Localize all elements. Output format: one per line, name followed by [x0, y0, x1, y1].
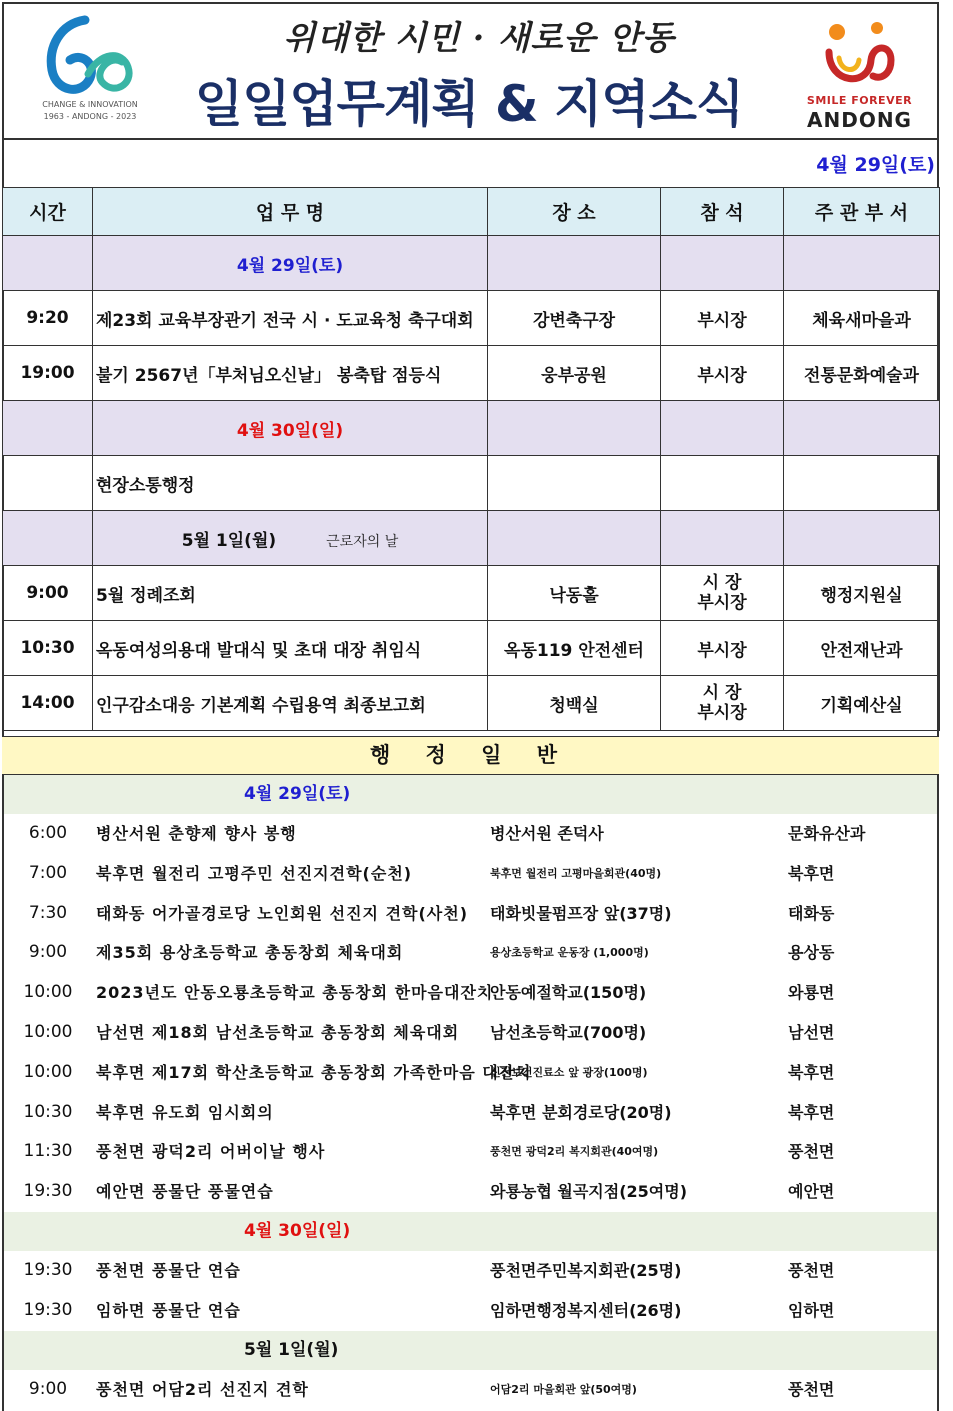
- document-date: 4월 29일(토): [816, 154, 935, 176]
- dept-cell: [784, 401, 940, 456]
- admin-event-name: 북후면 유도회 임시회의: [96, 1102, 274, 1122]
- dept-cell: [784, 511, 940, 566]
- admin-place: 와룡농협 월곡지점(25여명): [490, 1182, 688, 1202]
- admin-dept: 북후면: [788, 1102, 835, 1122]
- dept-cell: [784, 456, 940, 511]
- dept-cell: 안전재난과: [784, 621, 940, 676]
- attendee: 부시장: [697, 365, 747, 386]
- admin-event-name: 풍천면 풍물단 연습: [96, 1260, 241, 1280]
- admin-dept: 남선면: [788, 1022, 835, 1042]
- time-cell: [3, 456, 93, 511]
- admin-place: 용상초등학교 운동장 (1,000명): [490, 946, 649, 960]
- holiday-note: 근로자의 날: [326, 533, 399, 550]
- admin-event-name: 남선면 제18회 남선초등학교 총동창회 체육대회: [96, 1022, 460, 1042]
- list-item: [4, 1291, 937, 1331]
- admin-dept: 풍천면: [788, 1379, 835, 1399]
- admin-dept: 북후면: [788, 863, 835, 883]
- admin-dept: 풍천면: [788, 1142, 835, 1162]
- anniversary-60-logo: [30, 12, 150, 132]
- admin-place: 임하면행정복지센터(26명): [490, 1300, 682, 1320]
- logo-caption-1: CHANGE & INNOVATION: [42, 100, 138, 109]
- admin-dept: 와룡면: [788, 983, 835, 1003]
- admin-section-title: 행 정 일 반: [2, 736, 939, 775]
- place-cell: 강변축구장: [488, 291, 661, 346]
- time-cell: 10:30: [3, 621, 93, 676]
- attendee: 부시장: [697, 310, 747, 331]
- list-item: [4, 1132, 937, 1172]
- admin-place: 어담2리 마을회관 앞(50여명): [490, 1382, 637, 1396]
- admin-place: 풍천면 광덕2리 복지회관(40여명): [490, 1145, 659, 1159]
- time-cell: 9:20: [3, 291, 93, 346]
- event-name-cell: 제23회 교육부장관기 전국 시 · 도교육청 축구대회: [93, 291, 488, 346]
- place-cell: 웅부공원: [488, 346, 661, 401]
- day-header-row: [3, 401, 940, 456]
- admin-dept: 예안면: [788, 1182, 835, 1202]
- admin-time: 10:00: [23, 982, 73, 1003]
- admin-dept: 용상동: [788, 943, 835, 963]
- page-title: 일일업무계획 & 지역소식: [194, 75, 744, 133]
- admin-time: 9:00: [28, 1378, 68, 1399]
- dept-cell: 체육새마을과: [784, 291, 940, 346]
- day-label-cell: [93, 236, 488, 291]
- admin-day-label: 4월 30일(일): [244, 1220, 351, 1241]
- admin-event-name: 풍천면 광덕2리 어버이날 행사: [96, 1142, 326, 1162]
- list-item: [4, 814, 937, 854]
- admin-event-name: 북후면 제17회 학산초등학교 총동창회 가족한마음 대잔치: [96, 1062, 532, 1082]
- dept-cell: [784, 236, 940, 291]
- time-cell: 19:00: [3, 346, 93, 401]
- admin-day-header: [4, 1331, 937, 1370]
- admin-dept: 북후면: [788, 1062, 835, 1082]
- attendee: 시 장: [702, 573, 742, 593]
- admin-day-header: [4, 1212, 937, 1251]
- andong-logo-caption-2: ANDONG: [807, 108, 912, 132]
- list-item: [4, 1013, 937, 1053]
- column-header: 장 소: [488, 188, 661, 236]
- attendee: 부시장: [697, 703, 747, 723]
- event-name-cell: 5월 정례조회: [93, 566, 488, 621]
- admin-event-name: 예안면 풍물단 풍물연습: [96, 1182, 274, 1202]
- admin-event-name: 풍천면 어담2리 선진지 견학: [96, 1379, 309, 1399]
- attendee: 시 장: [702, 683, 742, 703]
- list-item: [4, 973, 937, 1013]
- attendee: 부시장: [697, 593, 747, 613]
- table-row: [3, 676, 940, 731]
- attendee-cell: [661, 346, 784, 401]
- admin-dept: 풍천면: [788, 1260, 835, 1280]
- admin-event-name: 병산서원 춘향제 향사 봉행: [96, 824, 297, 843]
- list-item: [4, 1093, 937, 1133]
- admin-event-name: 임하면 풍물단 연습: [96, 1300, 241, 1320]
- attendee-cell: [661, 401, 784, 456]
- place-cell: [488, 236, 661, 291]
- andong-logo: [797, 14, 922, 134]
- admin-place: 병산서원 존덕사: [490, 824, 604, 843]
- admin-place: 태화빗물펌프장 앞(37명): [490, 903, 672, 923]
- admin-section: [4, 775, 937, 1409]
- place-cell: [488, 511, 661, 566]
- list-item: [4, 933, 937, 973]
- admin-place: 신전보건진료소 앞 광장(100명): [490, 1065, 648, 1079]
- place-cell: 청백실: [488, 676, 661, 731]
- place-cell: [488, 456, 661, 511]
- day-label: 4월 30일(일): [236, 420, 344, 441]
- time-cell: 14:00: [3, 676, 93, 731]
- anniversary-60-icon: [30, 12, 150, 107]
- logo-caption-2: 1963 - ANDONG - 2023: [43, 112, 137, 121]
- event-name-cell: 현장소통행정: [93, 456, 488, 511]
- time-cell: [3, 401, 93, 456]
- dept-cell: 행정지원실: [784, 566, 940, 621]
- page-header: [4, 4, 937, 140]
- admin-day-label: 5월 1일(월): [244, 1339, 339, 1360]
- column-header: 시간: [3, 188, 93, 236]
- admin-place: 안동예절학교(150명): [490, 983, 647, 1003]
- admin-time: 10:00: [23, 1021, 73, 1042]
- list-item: [4, 1251, 937, 1291]
- list-item: [4, 894, 937, 934]
- admin-dept: 문화유산과: [788, 824, 866, 843]
- table-header-row: [3, 188, 940, 236]
- table-row: [3, 566, 940, 621]
- admin-time: 6:00: [28, 823, 68, 843]
- admin-event-name: 2023년도 안동오룡초등학교 총동창회 한마음대잔치: [96, 983, 494, 1003]
- admin-time: 19:30: [23, 1181, 73, 1202]
- attendee-cell: [661, 511, 784, 566]
- admin-event-name: 북후면 월전리 고평주민 선진지견학(순천): [96, 863, 413, 883]
- day-header-row: [3, 236, 940, 291]
- list-item: [4, 854, 937, 894]
- day-header-row: [3, 511, 940, 566]
- attendee: 부시장: [697, 640, 747, 661]
- day-label-cell: [93, 401, 488, 456]
- time-cell: [3, 511, 93, 566]
- attendee-cell: [661, 291, 784, 346]
- admin-dept: 태화동: [788, 903, 835, 923]
- admin-time: 11:30: [23, 1141, 73, 1162]
- admin-event-name: 태화동 어가골경로당 노인회원 선진지 견학(사천): [96, 903, 469, 923]
- table-row: [3, 346, 940, 401]
- admin-place: 남선초등학교(700명): [490, 1022, 647, 1042]
- admin-day-label: 4월 29일(토): [244, 784, 351, 804]
- admin-place: 북후면 월전리 고평마을회관(40명): [490, 866, 662, 880]
- admin-time: 10:30: [23, 1101, 73, 1122]
- list-item: [4, 1172, 937, 1212]
- event-name-cell: 옥동여성의용대 발대식 및 초대 대장 취임식: [93, 621, 488, 676]
- day-label: 5월 1일(월): [181, 530, 277, 551]
- column-header: 참 석: [661, 188, 784, 236]
- attendee-cell: [661, 566, 784, 621]
- place-cell: 낙동홀: [488, 566, 661, 621]
- admin-time: 7:30: [28, 902, 68, 923]
- admin-time: 19:30: [23, 1299, 73, 1320]
- table-row: [3, 456, 940, 511]
- day-label-cell: [93, 511, 488, 566]
- attendee-cell: [661, 676, 784, 731]
- column-header: 주 관 부 서: [784, 188, 940, 236]
- admin-time: 19:30: [23, 1259, 73, 1280]
- table-row: [3, 291, 940, 346]
- day-label: 4월 29일(토): [236, 255, 344, 276]
- column-header: 업 무 명: [93, 188, 488, 236]
- admin-event-name: 제35회 용상초등학교 총동창회 체육대회: [96, 943, 404, 963]
- admin-dept: 임하면: [788, 1300, 835, 1320]
- event-name-cell: 불기 2567년「부처님오신날」 봉축탑 점등식: [93, 346, 488, 401]
- admin-day-header: [4, 775, 937, 814]
- admin-place: 풍천면주민복지회관(25명): [490, 1260, 682, 1280]
- andong-smile-icon: [797, 14, 922, 94]
- time-cell: 9:00: [3, 566, 93, 621]
- andong-logo-caption-1: SMILE FOREVER: [806, 94, 913, 107]
- place-cell: [488, 401, 661, 456]
- admin-place: 북후면 분회경로당(20명): [490, 1102, 672, 1122]
- event-name-cell: 인구감소대응 기본계획 수립용역 최종보고회: [93, 676, 488, 731]
- place-cell: 옥동119 안전센터: [488, 621, 661, 676]
- table-row: [3, 621, 940, 676]
- slogan: 위대한 시민 · 새로운 안동: [283, 18, 675, 57]
- attendee-cell: [661, 621, 784, 676]
- list-item: [4, 1370, 937, 1410]
- list-item: [4, 1053, 937, 1093]
- attendee-cell: [661, 236, 784, 291]
- attendee-cell: [661, 456, 784, 511]
- admin-time: 9:00: [28, 942, 68, 963]
- admin-time: 7:00: [28, 862, 68, 883]
- dept-cell: 전통문화예술과: [784, 346, 940, 401]
- schedule-table: [2, 187, 940, 731]
- admin-time: 10:00: [23, 1061, 73, 1082]
- time-cell: [3, 236, 93, 291]
- dept-cell: 기획예산실: [784, 676, 940, 731]
